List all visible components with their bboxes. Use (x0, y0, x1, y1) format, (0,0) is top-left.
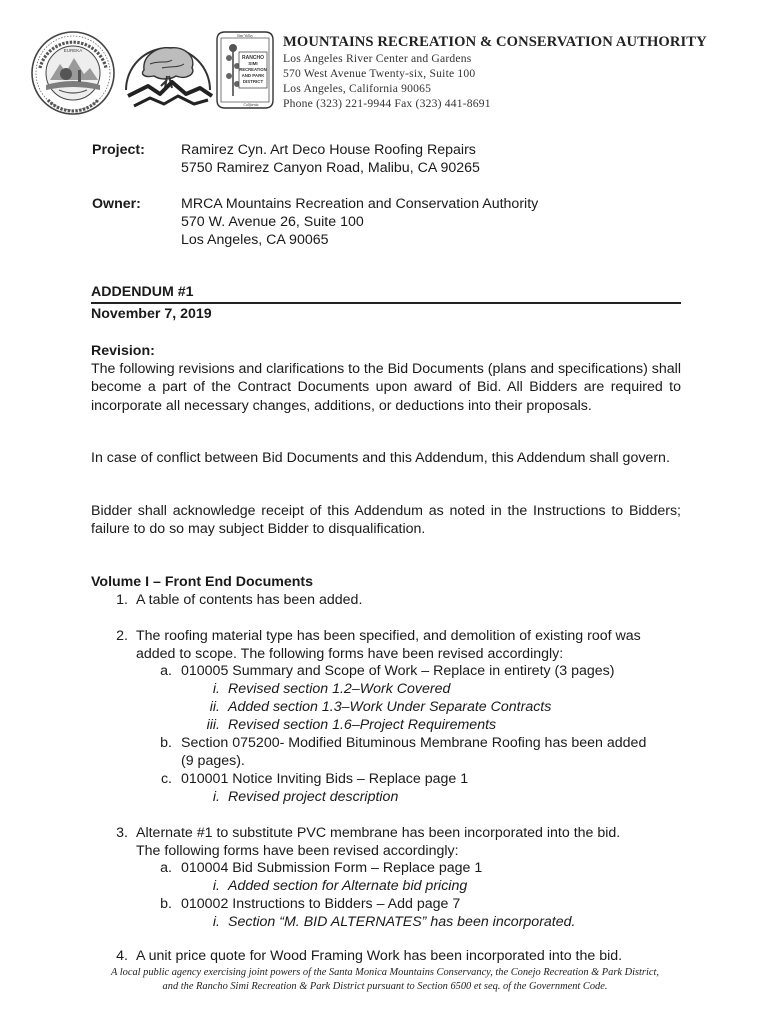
list-item-text-continued: added to scope. The following forms have been revised accordingly: (136, 646, 564, 662)
project-address: 5750 Ramirez Canyon Road, Malibu, CA 90265 (181, 160, 480, 176)
organization-address-line: 570 West Avenue Twenty-six, Suite 100 (283, 67, 476, 80)
sub-list-letter: c. (160, 771, 172, 787)
roman-numeral: i. (212, 681, 220, 697)
list-number: 2. (116, 628, 128, 644)
owner-city-line: Los Angeles, CA 90065 (181, 232, 329, 248)
owner-address-line: 570 W. Avenue 26, Suite 100 (181, 214, 364, 230)
addendum-title: ADDENDUM #1 (91, 284, 194, 300)
sub-list-text: 010004 Bid Submission Form – Replace page 1 (181, 860, 483, 876)
sub-sub-list-text: Section “M. BID ALTERNATES” has been incorporated. (228, 914, 576, 930)
sub-sub-list-text: Revised project description (228, 789, 399, 805)
project-name: Ramirez Cyn. Art Deco House Roofing Repairs (181, 142, 476, 158)
organization-address-line: Los Angeles, California 90065 (283, 82, 432, 95)
sub-list-text-continued: (9 pages). (181, 753, 245, 769)
sub-sub-list-text: Revised section 1.2–Work Covered (228, 681, 451, 697)
roman-numeral: iii. (206, 717, 220, 733)
list-item-text: The roofing material type has been specified, and demolition of existing roof was (136, 628, 641, 644)
conflict-paragraph: In case of conflict between Bid Documents and this Addendum, this Addendum shall govern. (91, 450, 670, 466)
svg-text:RECREATION: RECREATION (239, 67, 267, 72)
svg-text:SIMI: SIMI (248, 61, 258, 66)
sub-list-text: 010001 Notice Inviting Bids – Replace page 1 (181, 771, 469, 787)
list-item-text: A table of contents has been added. (136, 592, 363, 608)
footer (0, 966, 770, 993)
sub-list-letter: a. (160, 860, 172, 876)
list-number: 3. (116, 825, 128, 841)
organization-block (283, 34, 707, 111)
sub-list-text: 010002 Instructions to Bidders – Add page 7 (181, 896, 461, 912)
list-item-text-continued: The following forms have been revised accordingly: (136, 843, 459, 859)
revision-heading: Revision: (91, 343, 155, 359)
project-label: Project: (92, 142, 145, 158)
list-number: 1. (116, 592, 128, 608)
organization-name: MOUNTAINS RECREATION & CONSERVATION AUTHORITY (283, 34, 707, 50)
sub-list-letter: b. (160, 735, 172, 751)
footer-line: and the Rancho Simi Recreation & Park District pursuant to Section 6500 et seq. of the Government Code. (162, 980, 608, 992)
sub-list-letter: a. (160, 663, 172, 679)
sub-sub-list-text: Added section 1.3–Work Under Separate Contracts (228, 699, 552, 715)
organization-address-line: Los Angeles River Center and Gardens (283, 52, 472, 65)
owner-name: MRCA Mountains Recreation and Conservation Authority (181, 196, 539, 212)
roman-numeral: i. (212, 878, 220, 894)
svg-text:Simi Valley: Simi Valley (236, 34, 254, 38)
organization-phone-line: Phone (323) 221-9944 Fax (323) 441-8691 (283, 97, 491, 110)
svg-text:AND PARK: AND PARK (241, 73, 265, 78)
volume-heading: Volume I – Front End Documents (91, 574, 314, 590)
svg-text:California: California (243, 103, 259, 107)
letterhead (28, 30, 748, 116)
acknowledge-paragraph: Bidder shall acknowledge receipt of this Addendum as noted in the Instructions to Bidders; failure to do so may subject Bidder to disqualification. (91, 503, 681, 538)
svg-text:EUREKA: EUREKA (63, 48, 83, 53)
sub-list-text: Section 075200- Modified Bituminous Membrane Roofing has been added (181, 735, 647, 751)
rancho-simi-logo (211, 30, 279, 110)
title-divider (91, 302, 681, 304)
revision-paragraph: The following revisions and clarifications to the Bid Documents (plans and specifications) shall become a part of the Contract Documents upon award of Bid. All Bidders are required to incorporate all necessary changes, additions, or deductions into their proposals. (91, 361, 681, 414)
svg-text:RANCHO: RANCHO (242, 55, 264, 61)
list-item-text: Alternate #1 to substitute PVC membrane has been incorporated into the bid. (136, 825, 621, 841)
sub-sub-list-text: Added section for Alternate bid pricing (228, 878, 468, 894)
svg-text:DISTRICT: DISTRICT (242, 79, 264, 84)
list-item-text: A unit price quote for Wood Framing Work has been incorporated into the bid. (136, 948, 623, 964)
list-number: 4. (116, 948, 128, 964)
addendum-date: November 7, 2019 (91, 306, 212, 322)
california-seal-logo (28, 30, 118, 116)
owner-label: Owner: (92, 196, 141, 212)
roman-numeral: i. (212, 789, 220, 805)
mrca-tree-logo (120, 34, 216, 114)
sub-sub-list-text: Revised section 1.6–Project Requirements (228, 717, 497, 733)
roman-numeral: i. (212, 914, 220, 930)
roman-numeral: ii. (209, 699, 220, 715)
footer-line: A local public agency exercising joint powers of the Santa Monica Mountains Conservancy, the Conejo Recreation & Park District, (111, 967, 659, 978)
sub-list-letter: b. (160, 896, 172, 912)
sub-list-text: 010005 Summary and Scope of Work – Replace in entirety (3 pages) (181, 663, 615, 679)
